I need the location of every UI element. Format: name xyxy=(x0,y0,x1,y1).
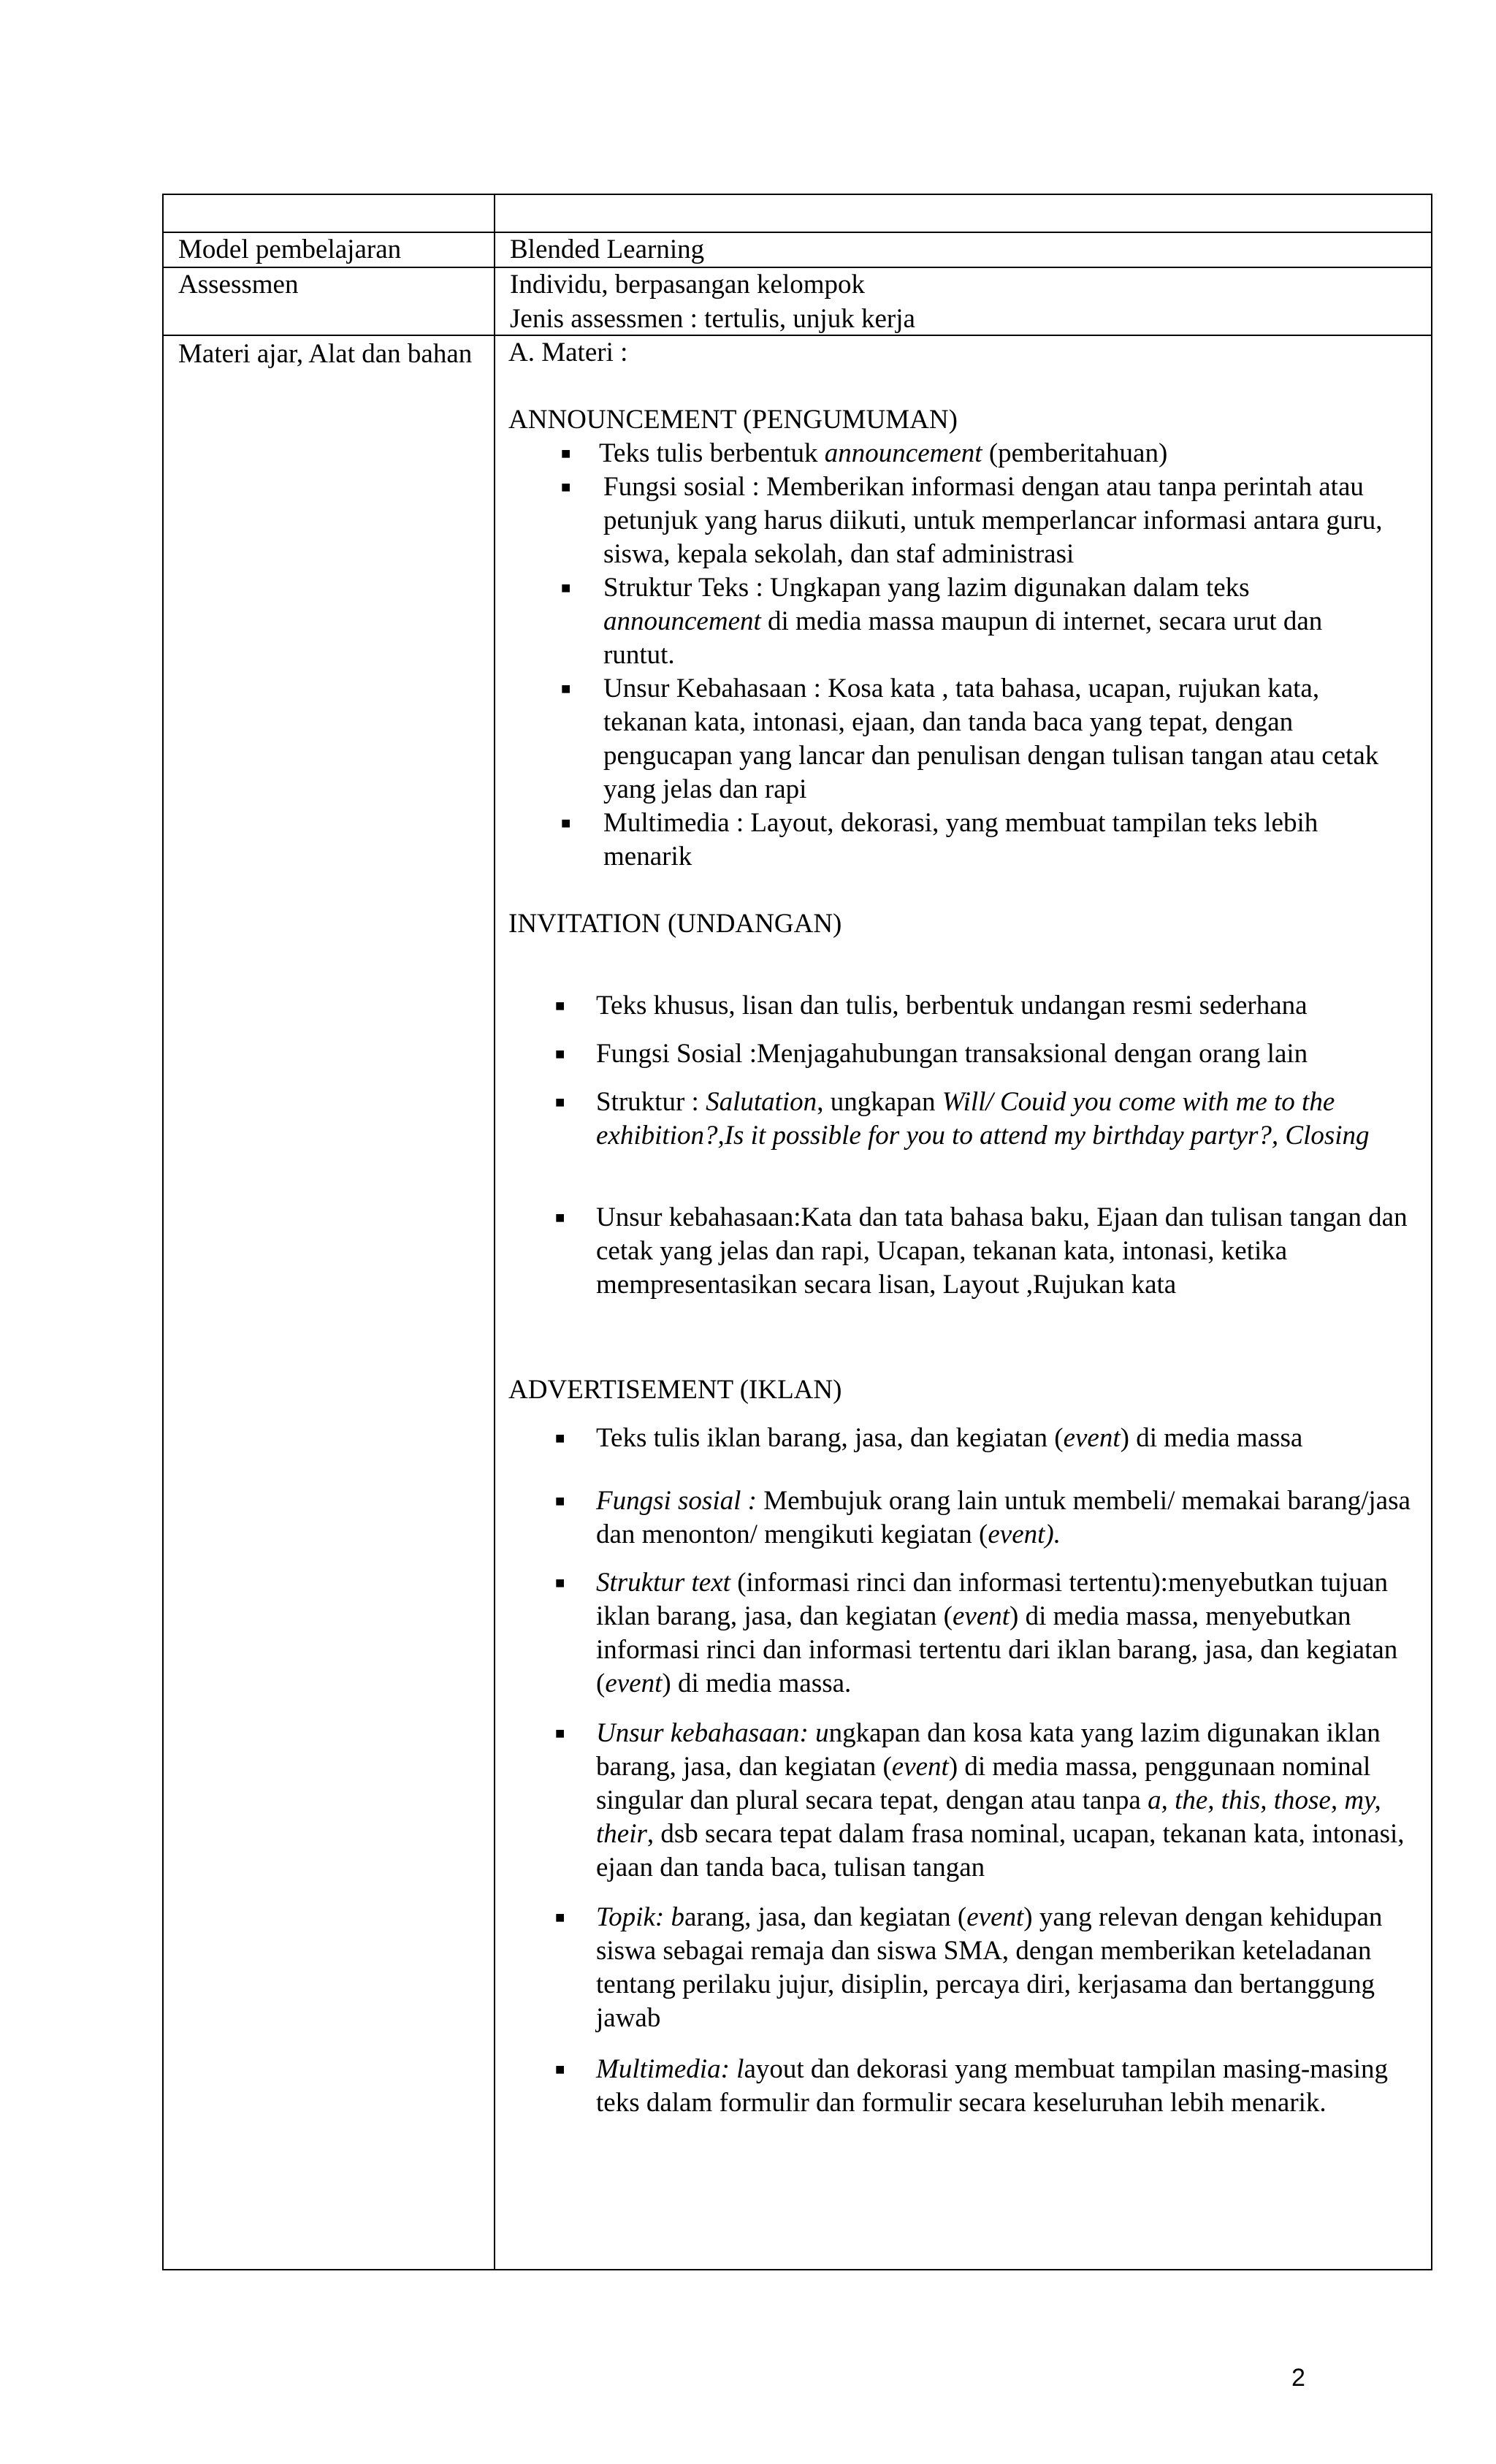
item-text: (informasi rinci dan informasi tertentu):menyebutkan tujuan iklan barang, jasa, dan kegiatan ( xyxy=(596,1568,1389,1631)
item-text-em: Struktur text xyxy=(596,1568,730,1598)
item-text-em: Salutation xyxy=(706,1087,817,1117)
invitation-item xyxy=(555,1201,1429,1302)
materials-heading: A. Materi : xyxy=(508,337,628,367)
announcement-item xyxy=(561,806,1400,874)
announcement-item xyxy=(561,672,1400,806)
bullet-icon: ■ xyxy=(561,579,571,597)
advertisement-item xyxy=(555,1484,1429,1552)
item-text: , dsb secara tepat dalam frasa nominal, ucapan, tekanan kata, intonasi, ejaan dan tanda baca, tulisan tangan xyxy=(596,1819,1405,1883)
item-text: (pemberitahuan) xyxy=(982,438,1168,468)
item-text: Membujuk orang lain untuk membeli/ memakai barang/jasa dan menonton/ mengikuti kegiatan ( xyxy=(596,1486,1411,1549)
announcement-item xyxy=(561,571,1400,672)
model-value: Blended Learning xyxy=(510,234,705,264)
announcement-item xyxy=(561,437,1410,470)
item-text-em: Will/ Couid you come with me to the exhibition?,Is it possible for you to attend my birthday partyr?, Closing xyxy=(596,1087,1370,1151)
assessment-value: Individu, berpasangan kelompok xyxy=(510,270,866,300)
bullet-icon: ■ xyxy=(555,1492,565,1510)
item-text-em: Topik: b xyxy=(596,1902,684,1932)
item-text: Struktur : xyxy=(596,1087,706,1117)
bullet-icon: ■ xyxy=(555,1208,565,1227)
item-text: Multimedia : Layout, dekorasi, yang membuat tampilan teks lebih menarik xyxy=(603,808,1318,871)
model-label: Model pembelajaran xyxy=(178,234,402,264)
item-text-em: event). xyxy=(988,1519,1061,1549)
item-text: ) di media massa. xyxy=(662,1668,852,1698)
table-row-empty xyxy=(164,195,1431,233)
bullet-icon: ■ xyxy=(555,1574,565,1592)
item-text: Unsur kebahasaan:Kata dan tata bahasa baku, Ejaan dan tulisan tangan dan cetak yang jelas dan rapi, Ucapan, tekanan kata, intonasi, ketika mempresentasikan secara lisan, Layout ,Rujukan kata xyxy=(596,1202,1408,1300)
item-text: Teks tulis iklan barang, jasa, dan kegiatan ( xyxy=(596,1423,1064,1453)
item-text: Fungsi Sosial :Menjagahubungan transaksional dengan orang lain xyxy=(596,1039,1308,1069)
item-text: Teks khusus, lisan dan tulis, berbentuk undangan resmi sederhana xyxy=(596,991,1308,1021)
item-text-em: event xyxy=(953,1601,1010,1631)
item-text: Unsur Kebahasaan : Kosa kata , tata bahasa, ucapan, rujukan kata, tekanan kata, intonasi, ejaan, dan tanda baca yang tepat, dengan pengucapan yang lancar dan penulisan dengan tulisan tangan atau cetak yang jelas dan rapi xyxy=(603,674,1379,804)
materials-label: Materi ajar, Alat dan bahan xyxy=(178,339,473,369)
announcement-item xyxy=(561,470,1400,571)
item-text: ) yang relevan dengan kehidupan siswa sebagai remaja dan siswa SMA, dengan memberikan keteladanan tentang perilaku jujur, disiplin, percaya diri, kerjasama dan bertanggung jawab xyxy=(596,1902,1383,2033)
item-text: arang, jasa, dan kegiatan ( xyxy=(684,1902,967,1932)
advertisement-item xyxy=(555,1901,1429,2035)
bullet-icon: ■ xyxy=(561,444,571,462)
bullet-icon: ■ xyxy=(555,1724,565,1742)
item-text-em: announcement xyxy=(603,606,761,636)
bullet-icon: ■ xyxy=(555,2060,565,2078)
item-text: ) di media massa, penggunaan nominal singular dan plural secara tepat, dengan atau tanpa xyxy=(596,1752,1371,1815)
assessment-label: Assessmen xyxy=(178,270,299,300)
bullet-icon: ■ xyxy=(555,1429,565,1447)
table-row-model xyxy=(164,233,1431,268)
page-number: 2 xyxy=(1291,2364,1305,2392)
bullet-icon: ■ xyxy=(561,814,571,832)
item-text: Struktur Teks : Ungkapan yang lazim digunakan dalam teks xyxy=(603,573,1250,603)
item-text: ) di media massa, menyebutkan informasi rinci dan informasi tertentu dari iklan barang, jasa, dan kegiatan ( xyxy=(596,1601,1398,1698)
item-text-em: Unsur kebahasaan: u xyxy=(596,1718,829,1748)
item-text-em: a, the, this, those, my, their xyxy=(596,1785,1381,1849)
advertisement-item xyxy=(555,2053,1429,2120)
item-text: ) di media massa xyxy=(1120,1423,1303,1453)
invitation-item xyxy=(555,989,1429,1023)
item-text-em: Fungsi sosial : xyxy=(596,1486,757,1516)
item-text: ngkapan dan kosa kata yang lazim digunakan iklan barang, jasa, dan kegiatan ( xyxy=(596,1718,1381,1782)
bullet-icon: ■ xyxy=(555,1045,565,1063)
bullet-icon: ■ xyxy=(561,478,571,496)
item-text: Fungsi sosial : Memberikan informasi dengan atau tanpa perintah atau petunjuk yang harus diikuti, untuk memperlancar informasi antara guru, siswa, kepala sekolah, dan staf administrasi xyxy=(603,472,1383,569)
invitation-title: INVITATION (UNDANGAN) xyxy=(508,909,842,939)
invitation-item xyxy=(555,1037,1429,1071)
bullet-icon: ■ xyxy=(555,1908,565,1926)
advertisement-item xyxy=(555,1566,1429,1701)
item-text-em: event xyxy=(605,1668,663,1698)
item-text-em: event xyxy=(1063,1423,1121,1453)
item-text: di media massa maupun di internet, secara urut dan runtut. xyxy=(603,606,1323,670)
item-text: , ungkapan xyxy=(817,1087,942,1117)
assessment-type: Jenis assessmen : tertulis, unjuk kerja xyxy=(510,304,915,334)
invitation-item xyxy=(555,1086,1429,1153)
bullet-icon: ■ xyxy=(555,1093,565,1111)
item-text-em: event xyxy=(891,1752,949,1782)
bullet-icon: ■ xyxy=(561,679,571,698)
assessment-label-cell xyxy=(164,268,494,336)
advertisement-title: ADVERTISEMENT (IKLAN) xyxy=(508,1375,842,1405)
advertisement-item xyxy=(555,1717,1429,1885)
advertisement-item xyxy=(555,1422,1429,1455)
item-text: Teks tulis berbentuk xyxy=(599,438,825,468)
item-text-em: Multimedia: l xyxy=(596,2054,744,2084)
item-text-em: announcement xyxy=(824,438,982,468)
item-text: ayout dan dekorasi yang membuat tampilan masing-masing teks dalam formulir dan formulir secara keseluruhan lebih menarik. xyxy=(596,2054,1389,2118)
item-text-em: event xyxy=(966,1902,1024,1932)
announcement-title: ANNOUNCEMENT (PENGUMUMAN) xyxy=(508,405,958,435)
table-row-assessment-type xyxy=(494,302,1431,336)
bullet-icon: ■ xyxy=(555,996,565,1015)
column-divider xyxy=(494,195,495,2269)
